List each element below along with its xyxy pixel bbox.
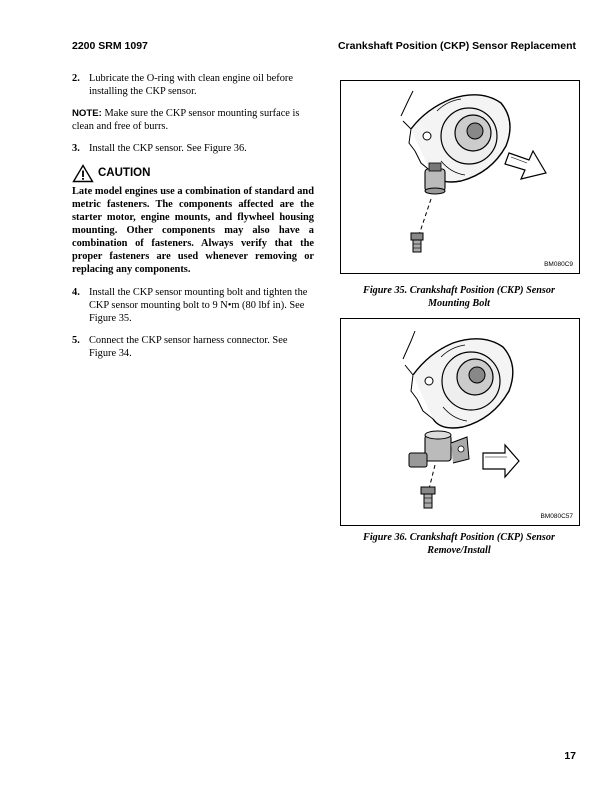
step-text: Install the CKP sensor mounting bolt and tighten the CKP sensor mounting bolt to 9 N•m (80 lbf in). See Figure 35. — [89, 287, 308, 324]
note — [72, 107, 314, 133]
text-column — [72, 72, 314, 369]
step-text: Connect the CKP sensor harness connector. See Figure 34. — [89, 335, 288, 359]
note-label: NOTE: — [72, 108, 102, 119]
step-item — [72, 286, 314, 325]
step-item — [72, 72, 314, 98]
caption-line: Remove/Install — [427, 544, 491, 556]
figure-35-caption — [340, 285, 578, 310]
figure-36-illustration — [340, 318, 580, 526]
step-text: Install the CKP sensor. See Figure 36. — [89, 143, 247, 154]
figure-id: BM080C9 — [544, 261, 573, 268]
page-number: 17 — [564, 750, 576, 762]
note-text: Make sure the CKP sensor mounting surface is clean and free of burrs. — [72, 108, 300, 132]
step-number: 5. — [72, 335, 80, 346]
caption-line: Mounting Bolt — [427, 297, 490, 309]
running-header-right: Crankshaft Position (CKP) Sensor Replacement — [337, 40, 576, 52]
caution-text: Late model engines use a combination of standard and metric fasteners. The components affected are the starter motor, engine mounts, and flywheel housing mounting. Other components may also have a combination of fasteners. Always verify that the proper fasteners are used whenever removing or replacing any components. — [72, 186, 314, 275]
caption-line: Figure 35. Crankshaft Position (CKP) Sensor — [363, 285, 555, 296]
caution-header — [72, 164, 314, 183]
warning-triangle-icon — [72, 164, 94, 183]
caution-label: CAUTION — [98, 167, 151, 179]
figure-35-illustration — [340, 80, 580, 274]
caption-line: Figure 36. Crankshaft Position (CKP) Sensor — [363, 532, 555, 543]
step-number: 2. — [72, 73, 80, 84]
step-item — [72, 142, 314, 155]
figure-36-caption — [340, 532, 578, 557]
running-header-left: 2200 SRM 1097 — [72, 40, 148, 52]
step-number: 3. — [72, 143, 80, 154]
step-number: 4. — [72, 287, 80, 298]
figure-id: BM080C57 — [540, 513, 573, 520]
step-item — [72, 334, 314, 360]
step-text: Lubricate the O-ring with clean engine oil before installing the CKP sensor. — [89, 73, 293, 97]
